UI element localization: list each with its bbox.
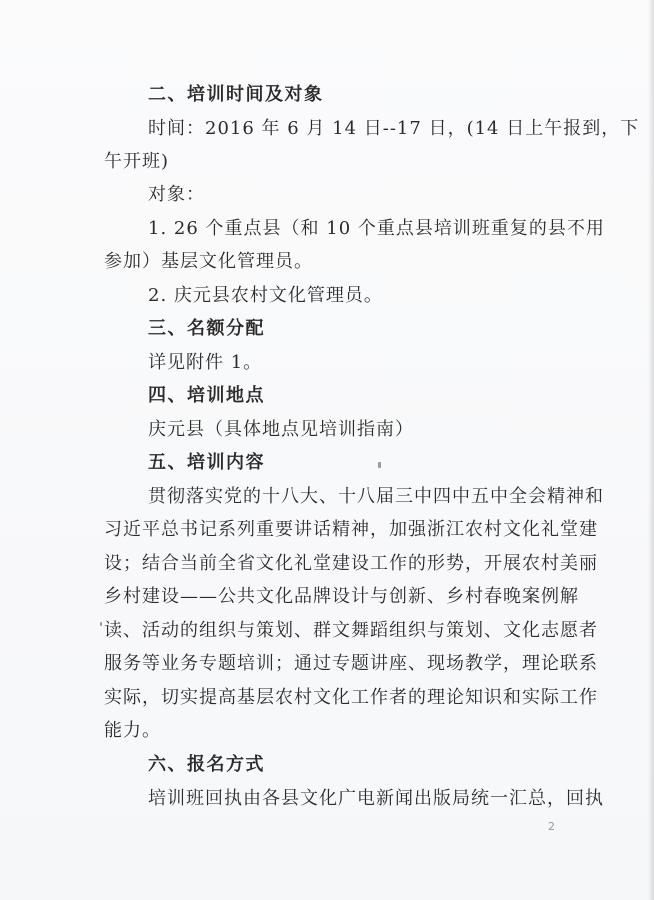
scan-speck [378, 462, 381, 468]
body-line: 午开班) [104, 151, 170, 172]
body-line: 习近平总书记系列重要讲话精神，加强浙江农村文化礼堂建 [104, 519, 598, 540]
body-line: 读、活动的组织与策划、群文舞蹈组织与策划、文化志愿者 [104, 620, 598, 641]
section-heading: 六、报名方式 [148, 754, 265, 775]
body-line: 乡村建设——公共文化品牌设计与创新、乡村春晚案例解 [104, 586, 579, 607]
page-number: 2 [548, 820, 555, 833]
body-line: 培训班回执由各县文化广电新闻出版局统一汇总，回执 [148, 788, 604, 809]
section-heading: 三、名额分配 [148, 318, 265, 339]
body-line: 对象： [148, 184, 205, 205]
body-line: 2. 庆元县农村文化管理员。 [148, 285, 383, 306]
body-line: 时间：2016 年 6 月 14 日--17 日，(14 日上午报到，下 [148, 118, 640, 139]
body-line: 服务等业务专题培训；通过专题讲座、现场教学，理论联系 [104, 653, 598, 674]
body-line: 贯彻落实党的十八大、十八届三中四中五中全会精神和 [148, 486, 604, 507]
body-line: 庆元县（具体地点见培训指南） [148, 419, 414, 440]
section-heading: 四、培训地点 [148, 385, 265, 406]
section-heading: 二、培训时间及对象 [148, 84, 324, 105]
body-line: 能力。 [104, 720, 161, 741]
scan-speck [100, 622, 102, 626]
page-edge-shadow [648, 0, 654, 900]
body-line: 实际，切实提高基层农村文化工作者的理论知识和实际工作 [104, 687, 598, 708]
section-heading: 五、培训内容 [148, 452, 265, 473]
body-line: 设；结合当前全省文化礼堂建设工作的形势，开展农村美丽 [104, 553, 598, 574]
body-line: 参加）基层文化管理员。 [104, 251, 313, 272]
body-line: 详见附件 1。 [148, 352, 263, 373]
body-line: 1. 26 个重点县（和 10 个重点县培训班重复的县不用 [148, 218, 605, 239]
